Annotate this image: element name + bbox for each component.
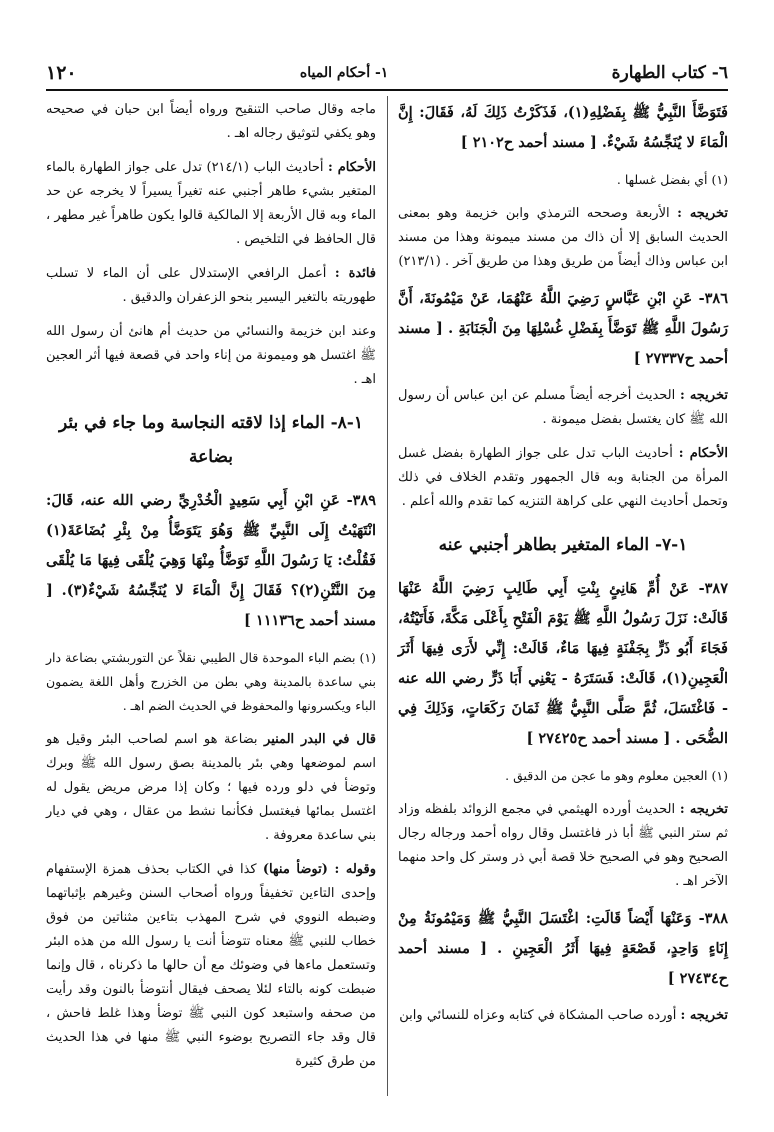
paragraph-text: بضاعة هو اسم لصاحب البئر وقيل هو اسم لموضعها وهي بئر بالمدينة بصق رسول الله ﷺ وبرك وتوضأ في دلو ورده فيها ؛ وكان إذا مرض مريض يقول له اغتسل بمائها فيغتسل فكأنما نشط من عقال ، وهي في ديار بني ساعدة معروفة .: [46, 732, 376, 843]
paragraph-text: فَتَوَضَّأَ النَّبِيُّ ﷺ بِفَضْلِهِ(١)، فَذَكَرْتُ ذَلِكَ لَهُ، فَقَالَ: إِنَّ الْمَاءَ لا يُنَجِّسُهُ شَيْءٌ. [ مسند أحمد ح٢١٠٢ ]: [398, 104, 728, 151]
footnote: [398, 168, 728, 192]
section-title: [398, 528, 728, 562]
paragraph-text: ٣٨٧- عَنْ أُمِّ هَانِئٍ بِنْتِ أَبِي طَالِبٍ رَضِيَ اللَّهُ عَنْهَا قَالَتْ: نَزَلَ رَسُولُ اللَّهِ ﷺ يَوْمَ الْفَتْحِ بِأَعْلَى مَكَّةَ، فَأَتَيْتُهُ، فَجَاءَ أَبُو ذَرٍّ بِجَفْنَةٍ فِيهَا مَاءٌ، قَالَتْ: إِنِّي لأَرَى فِيهَا أَثَرَ الْعَجِينِ(١)، قَالَتْ: فَسَتَرَهُ - يَعْنِي أَبَا ذَرٍّ رضي الله عنه - فَاغْتَسَلَ، ثُمَّ صَلَّى النَّبِيُّ ﷺ ثَمَانَ رَكَعَاتٍ، وَذَلِكَ فِي الضُّحَى . [ مسند أحمد ح٢٧٤٢٥ ]: [398, 580, 728, 747]
section-title: [46, 406, 376, 474]
hadith-text: [46, 486, 376, 636]
paragraph: [46, 156, 376, 252]
paragraph-text: (١) بضم الباء الموحدة قال الطيبي نقلاً عن التوربشتي بضاعة دار بني ساعدة بالمدينة وهي بطن من الخزرج وأهل اللغة يضمون الباء ويكسرونها والمحفوظ في الحديث الضم اهـ .: [46, 650, 376, 713]
paragraph-text: الحديث أورده الهيثمي في مجمع الزوائد بلفظه وزاد ثم ستر النبي ﷺ أبا ذر فاغتسل وقال رواه أحمد ورجاله رجال الصحيح وهو في الصحيح خلا قصة أبي ذر وستر كل واحد منهما الآخر اهـ .: [398, 802, 728, 889]
paragraph-label: الأحكام :: [678, 446, 728, 461]
paragraph: [46, 98, 376, 146]
paragraph-label: الأحكام :: [328, 160, 376, 175]
hadith-text: [398, 284, 728, 374]
paragraph-text: ٣٨٨- وَعَنْهَا أَيْضاً قَالَتِ: اغْتَسَلَ النَّبِيُّ ﷺ وَمَيْمُونَةُ مِنْ إِنَاءٍ وَاحِدٍ، قَصْعَةٍ فِيهَا أَثَرُ الْعَجِينِ . [ مسند أحمد ح٢٧٤٣٤ ]: [398, 910, 728, 987]
left-column: [46, 98, 376, 1084]
chapter-title: ١- أحكام المياه: [299, 65, 389, 81]
paragraph-label: تخريجه :: [679, 388, 728, 403]
paragraph: [398, 1004, 728, 1028]
section-title-text: ١-٧- الماء المتغير بطاهر أجنبي عنه: [438, 535, 688, 555]
paragraph: [398, 202, 728, 274]
paragraph-text: ٣٨٦- عَنِ ابْنِ عَبَّاسٍ رَضِيَ اللَّهُ عَنْهُمَا، عَنْ مَيْمُونَةَ، أَنَّ رَسُولَ اللَّهِ ﷺ تَوَضَّأَ بِفَضْلِ غُسْلِهَا مِنَ الْجَنَابَةِ . [ مسند أحمد ح٢٧٣٣٧ ]: [398, 290, 728, 367]
book-title: ٦- كتاب الطهارة: [611, 63, 728, 83]
footnote: [46, 646, 376, 718]
header-rule: [46, 89, 728, 91]
hadith-text: [398, 98, 728, 158]
paragraph-text: أعمل الرافعي الإستدلال على أن الماء لا تسلب طهوريته بالتغير اليسير بنحو الزعفران والدقيق .: [46, 266, 376, 305]
footnote: [398, 764, 728, 788]
paragraph: [398, 442, 728, 514]
page-number: ١٢٠: [46, 62, 77, 84]
paragraph-text: (١) العجين معلوم وهو ما عجن من الدقيق .: [505, 768, 728, 783]
paragraph: [398, 384, 728, 432]
paragraph: [46, 858, 376, 1074]
paragraph-label: وقوله : (توضأ منها): [262, 862, 376, 877]
paragraph: [398, 798, 728, 894]
paragraph: [46, 728, 376, 848]
paragraph-label: قال في البدر المنير: [264, 732, 376, 747]
section-title-text: ١-٨- الماء إذا لاقته النجاسة وما جاء في بئر بضاعة: [59, 413, 363, 467]
hadith-text: [398, 574, 728, 754]
paragraph-text: أحاديث الباب تدل على جواز الطهارة بفضل غسل المرأة من الجنابة وبه قال الجمهور وتقدم الخلاف في ذلك وتحمل أحاديث النهي على كراهة التنزيه كما تقدم والله أعلم .: [398, 446, 728, 509]
paragraph-text: ٣٨٩- عَنِ ابْنِ أَبِي سَعِيدٍ الْخُدْرِيِّ رضي الله عنه، قَالَ: انْتَهَيْتُ إِلَى النَّبِيِّ ﷺ وَهُوَ يَتَوَضَّأُ مِنْ بِئْرِ بُضَاعَةَ(١) فَقُلْتُ: يَا رَسُولَ اللَّهِ تَوَضَّأُ مِنْهَا وَهِيَ يُلْقَى فِيهَا مَا يُلْقَى مِنَ النَّتْنِ(٢)؟ فَقَالَ إِنَّ الْمَاءَ لا يُنَجِّسُهُ شَيْءٌ(٣). [ مسند أحمد ح١١١٣٦ ]: [46, 492, 376, 629]
paragraph-text: الحديث أخرجه أيضاً مسلم عن ابن عباس أن رسول الله ﷺ كان يغتسل بفضل ميمونة .: [398, 388, 728, 427]
paragraph: [46, 320, 376, 392]
paragraph-text: كذا في الكتاب بحذف همزة الإستفهام وإحدى التاءين تخفيفاً ورواه أصحاب السنن وغيرهم بإثباتهما وضبطه النووي في شرح المهذب بتاءين مثناتين من فوق خطاب للنبي ﷺ معناه تتوضأ أنت يا رسول الله من هذه البئر وتستعمل ماءها في وضوئك مع أن حالها ما ذكرناه ، قال وإنما ضبطت كونه بالتاء لئلا يصحف فيقال أنتوضأ بالنون وقد رأيت من صحفه واستبعد كون النبي ﷺ توضأ وهذا غلط فاحش ، قال وقد جاء التصريح بوضوء النبي ﷺ منها في هذا الحديث من طرق كثيرة: [46, 862, 376, 1069]
paragraph: [46, 262, 376, 310]
paragraph-text: أورده صاحب المشكاة في كتابه وعزاه للنسائي وابن: [399, 1008, 677, 1023]
paragraph-text: وعند ابن خزيمة والنسائي من حديث أم هانئ أن رسول الله ﷺ اغتسل هو وميمونة من إناء واحد في قصعة فيها أثر العجين اهـ .: [46, 324, 376, 387]
paragraph-text: أحاديث الباب (٢١٤/١) تدل على جواز الطهارة بالماء المتغير بشيء طاهر أجنبي عنه تغيراً يسيراً لا يخرجه عن حد الماء وبه قال الأربعة إلا المالكية قالوا يكون طاهراً غير مطهر ، قال الحافظ في التلخيص .: [46, 160, 376, 247]
paragraph-label: تخريجه :: [679, 802, 728, 817]
hadith-text: [398, 904, 728, 994]
paragraph-label: فائدة :: [334, 266, 376, 281]
paragraph-text: ماجه وقال صاحب التنقيح ورواه أيضاً ابن حبان في صحيحه وهو يكفي لتوثيق رجاله اهـ .: [46, 102, 376, 141]
paragraph-text: الأربعة وصححه الترمذي وابن خزيمة وهو بمعنى الحديث السابق إلا أن ذاك من مسند ميمونة وهذا من مسند ابن عباس وذاك أيضاً من طريق وهذا من طريق آخر . (٢١٣/١): [398, 206, 728, 269]
page-header: [46, 58, 728, 88]
paragraph-label: تخريجه :: [680, 1008, 728, 1023]
paragraph-text: (١) أي بفضل غسلها .: [616, 172, 728, 187]
column-divider: [387, 96, 388, 1096]
right-column: [398, 98, 728, 1038]
paragraph-label: تخريجه :: [677, 206, 728, 221]
